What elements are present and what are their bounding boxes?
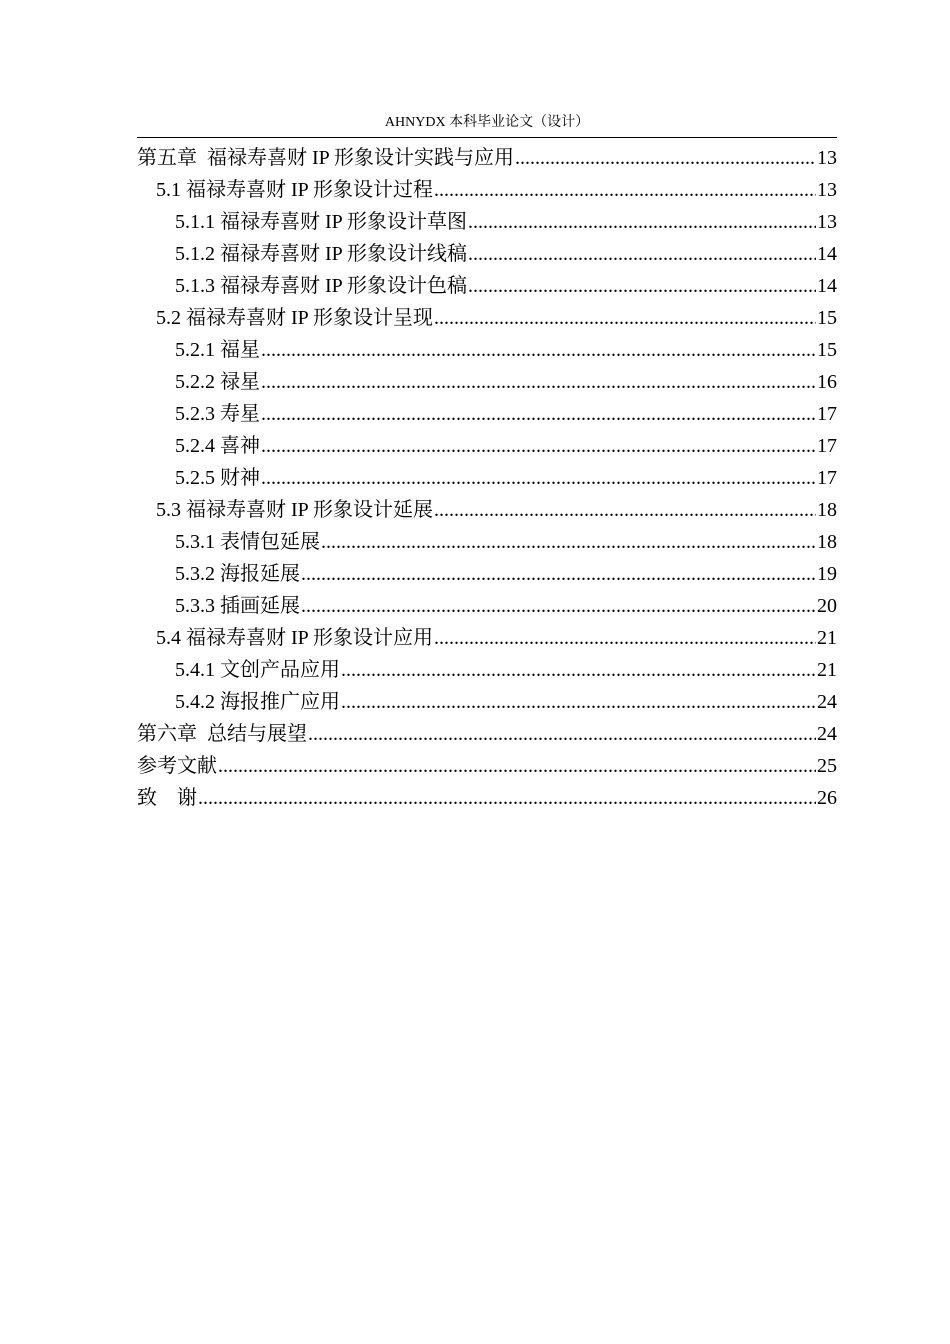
toc-dot-leader <box>301 590 816 622</box>
toc-entry-title: 5.1 福禄寿喜财 IP 形象设计过程 <box>156 179 434 201</box>
toc-dot-leader <box>515 142 816 174</box>
toc-dot-leader <box>434 302 816 334</box>
toc-entry-page-number: 15 <box>817 307 837 329</box>
toc-entry[interactable] <box>137 558 837 590</box>
toc-dot-leader <box>434 174 816 206</box>
toc-dot-leader <box>321 526 816 558</box>
toc-entry-page-number: 18 <box>817 531 837 553</box>
toc-dot-leader <box>468 270 816 302</box>
toc-dot-leader <box>468 206 816 238</box>
toc-entry-title: 第六章 总结与展望 <box>137 723 307 745</box>
toc-dot-leader <box>341 654 816 686</box>
page-header: AHNYDX 本科毕业论文（设计） <box>384 115 590 130</box>
toc-entry-page-number: 24 <box>817 691 837 713</box>
toc-entry[interactable] <box>137 430 837 462</box>
toc-entry-page-number: 19 <box>817 563 837 585</box>
toc-entry-title: 5.3.3 插画延展 <box>175 595 300 617</box>
toc-dot-leader <box>198 782 816 814</box>
toc-entry[interactable] <box>137 750 837 782</box>
toc-entry-page-number: 13 <box>817 179 837 201</box>
toc-entry-title: 5.4 福禄寿喜财 IP 形象设计应用 <box>156 627 434 649</box>
toc-dot-leader <box>308 718 816 750</box>
toc-dot-leader <box>261 430 816 462</box>
toc-entry[interactable] <box>137 142 837 174</box>
toc-entry-title: 5.1.2 福禄寿喜财 IP 形象设计线稿 <box>175 243 468 265</box>
toc-entry-page-number: 21 <box>817 659 837 681</box>
toc-entry-page-number: 17 <box>817 435 837 457</box>
toc-dot-leader <box>261 398 816 430</box>
toc-entry[interactable] <box>137 270 837 302</box>
toc-entry[interactable] <box>137 174 837 206</box>
toc-entry-page-number: 15 <box>817 339 837 361</box>
toc-entry[interactable] <box>137 622 837 654</box>
toc-dot-leader <box>341 686 816 718</box>
toc-entry[interactable] <box>137 366 837 398</box>
toc-entry[interactable] <box>137 590 837 622</box>
table-of-contents <box>137 142 837 814</box>
toc-dot-leader <box>468 238 816 270</box>
toc-dot-leader <box>218 750 816 782</box>
toc-entry-title: 5.1.3 福禄寿喜财 IP 形象设计色稿 <box>175 275 468 297</box>
toc-entry-page-number: 20 <box>817 595 837 617</box>
toc-entry[interactable] <box>137 302 837 334</box>
toc-entry-title: 5.4.1 文创产品应用 <box>175 659 340 681</box>
toc-entry-page-number: 17 <box>817 403 837 425</box>
toc-entry-title: 5.2.5 财神 <box>175 467 260 489</box>
toc-entry[interactable] <box>137 654 837 686</box>
toc-entry[interactable] <box>137 334 837 366</box>
toc-entry[interactable] <box>137 526 837 558</box>
toc-entry[interactable] <box>137 686 837 718</box>
toc-entry-title: 5.2.2 禄星 <box>175 371 260 393</box>
toc-entry[interactable] <box>137 206 837 238</box>
toc-entry-page-number: 25 <box>817 755 837 777</box>
toc-entry-title: 5.4.2 海报推广应用 <box>175 691 340 713</box>
toc-entry[interactable] <box>137 238 837 270</box>
toc-entry-title: 5.2 福禄寿喜财 IP 形象设计呈现 <box>156 307 434 329</box>
toc-entry-title: 5.3.2 海报延展 <box>175 563 300 585</box>
toc-entry-page-number: 13 <box>817 147 837 169</box>
toc-entry[interactable] <box>137 718 837 750</box>
toc-dot-leader <box>261 334 816 366</box>
toc-entry-title: 参考文献 <box>137 755 217 777</box>
toc-entry-title: 致 谢 <box>137 787 197 809</box>
toc-entry-page-number: 24 <box>817 723 837 745</box>
toc-entry-page-number: 18 <box>817 499 837 521</box>
toc-entry-title: 5.2.3 寿星 <box>175 403 260 425</box>
toc-dot-leader <box>434 494 816 526</box>
toc-entry-page-number: 14 <box>817 275 837 297</box>
toc-entry[interactable] <box>137 782 837 814</box>
toc-entry-page-number: 16 <box>817 371 837 393</box>
toc-dot-leader <box>301 558 816 590</box>
toc-dot-leader <box>261 462 816 494</box>
toc-entry[interactable] <box>137 494 837 526</box>
header-rule <box>137 137 837 138</box>
toc-entry-page-number: 26 <box>817 787 837 809</box>
toc-entry-title: 5.3.1 表情包延展 <box>175 531 320 553</box>
toc-entry[interactable] <box>137 462 837 494</box>
toc-entry-page-number: 21 <box>817 627 837 649</box>
toc-entry-title: 5.1.1 福禄寿喜财 IP 形象设计草图 <box>175 211 468 233</box>
toc-dot-leader <box>434 622 816 654</box>
toc-entry-page-number: 14 <box>817 243 837 265</box>
toc-entry-title: 5.2.1 福星 <box>175 339 260 361</box>
toc-dot-leader <box>261 366 816 398</box>
toc-entry-title: 5.2.4 喜神 <box>175 435 260 457</box>
toc-entry-page-number: 17 <box>817 467 837 489</box>
toc-entry[interactable] <box>137 398 837 430</box>
toc-entry-title: 5.3 福禄寿喜财 IP 形象设计延展 <box>156 499 434 521</box>
toc-entry-page-number: 13 <box>817 211 837 233</box>
toc-entry-title: 第五章 福禄寿喜财 IP 形象设计实践与应用 <box>137 147 515 169</box>
